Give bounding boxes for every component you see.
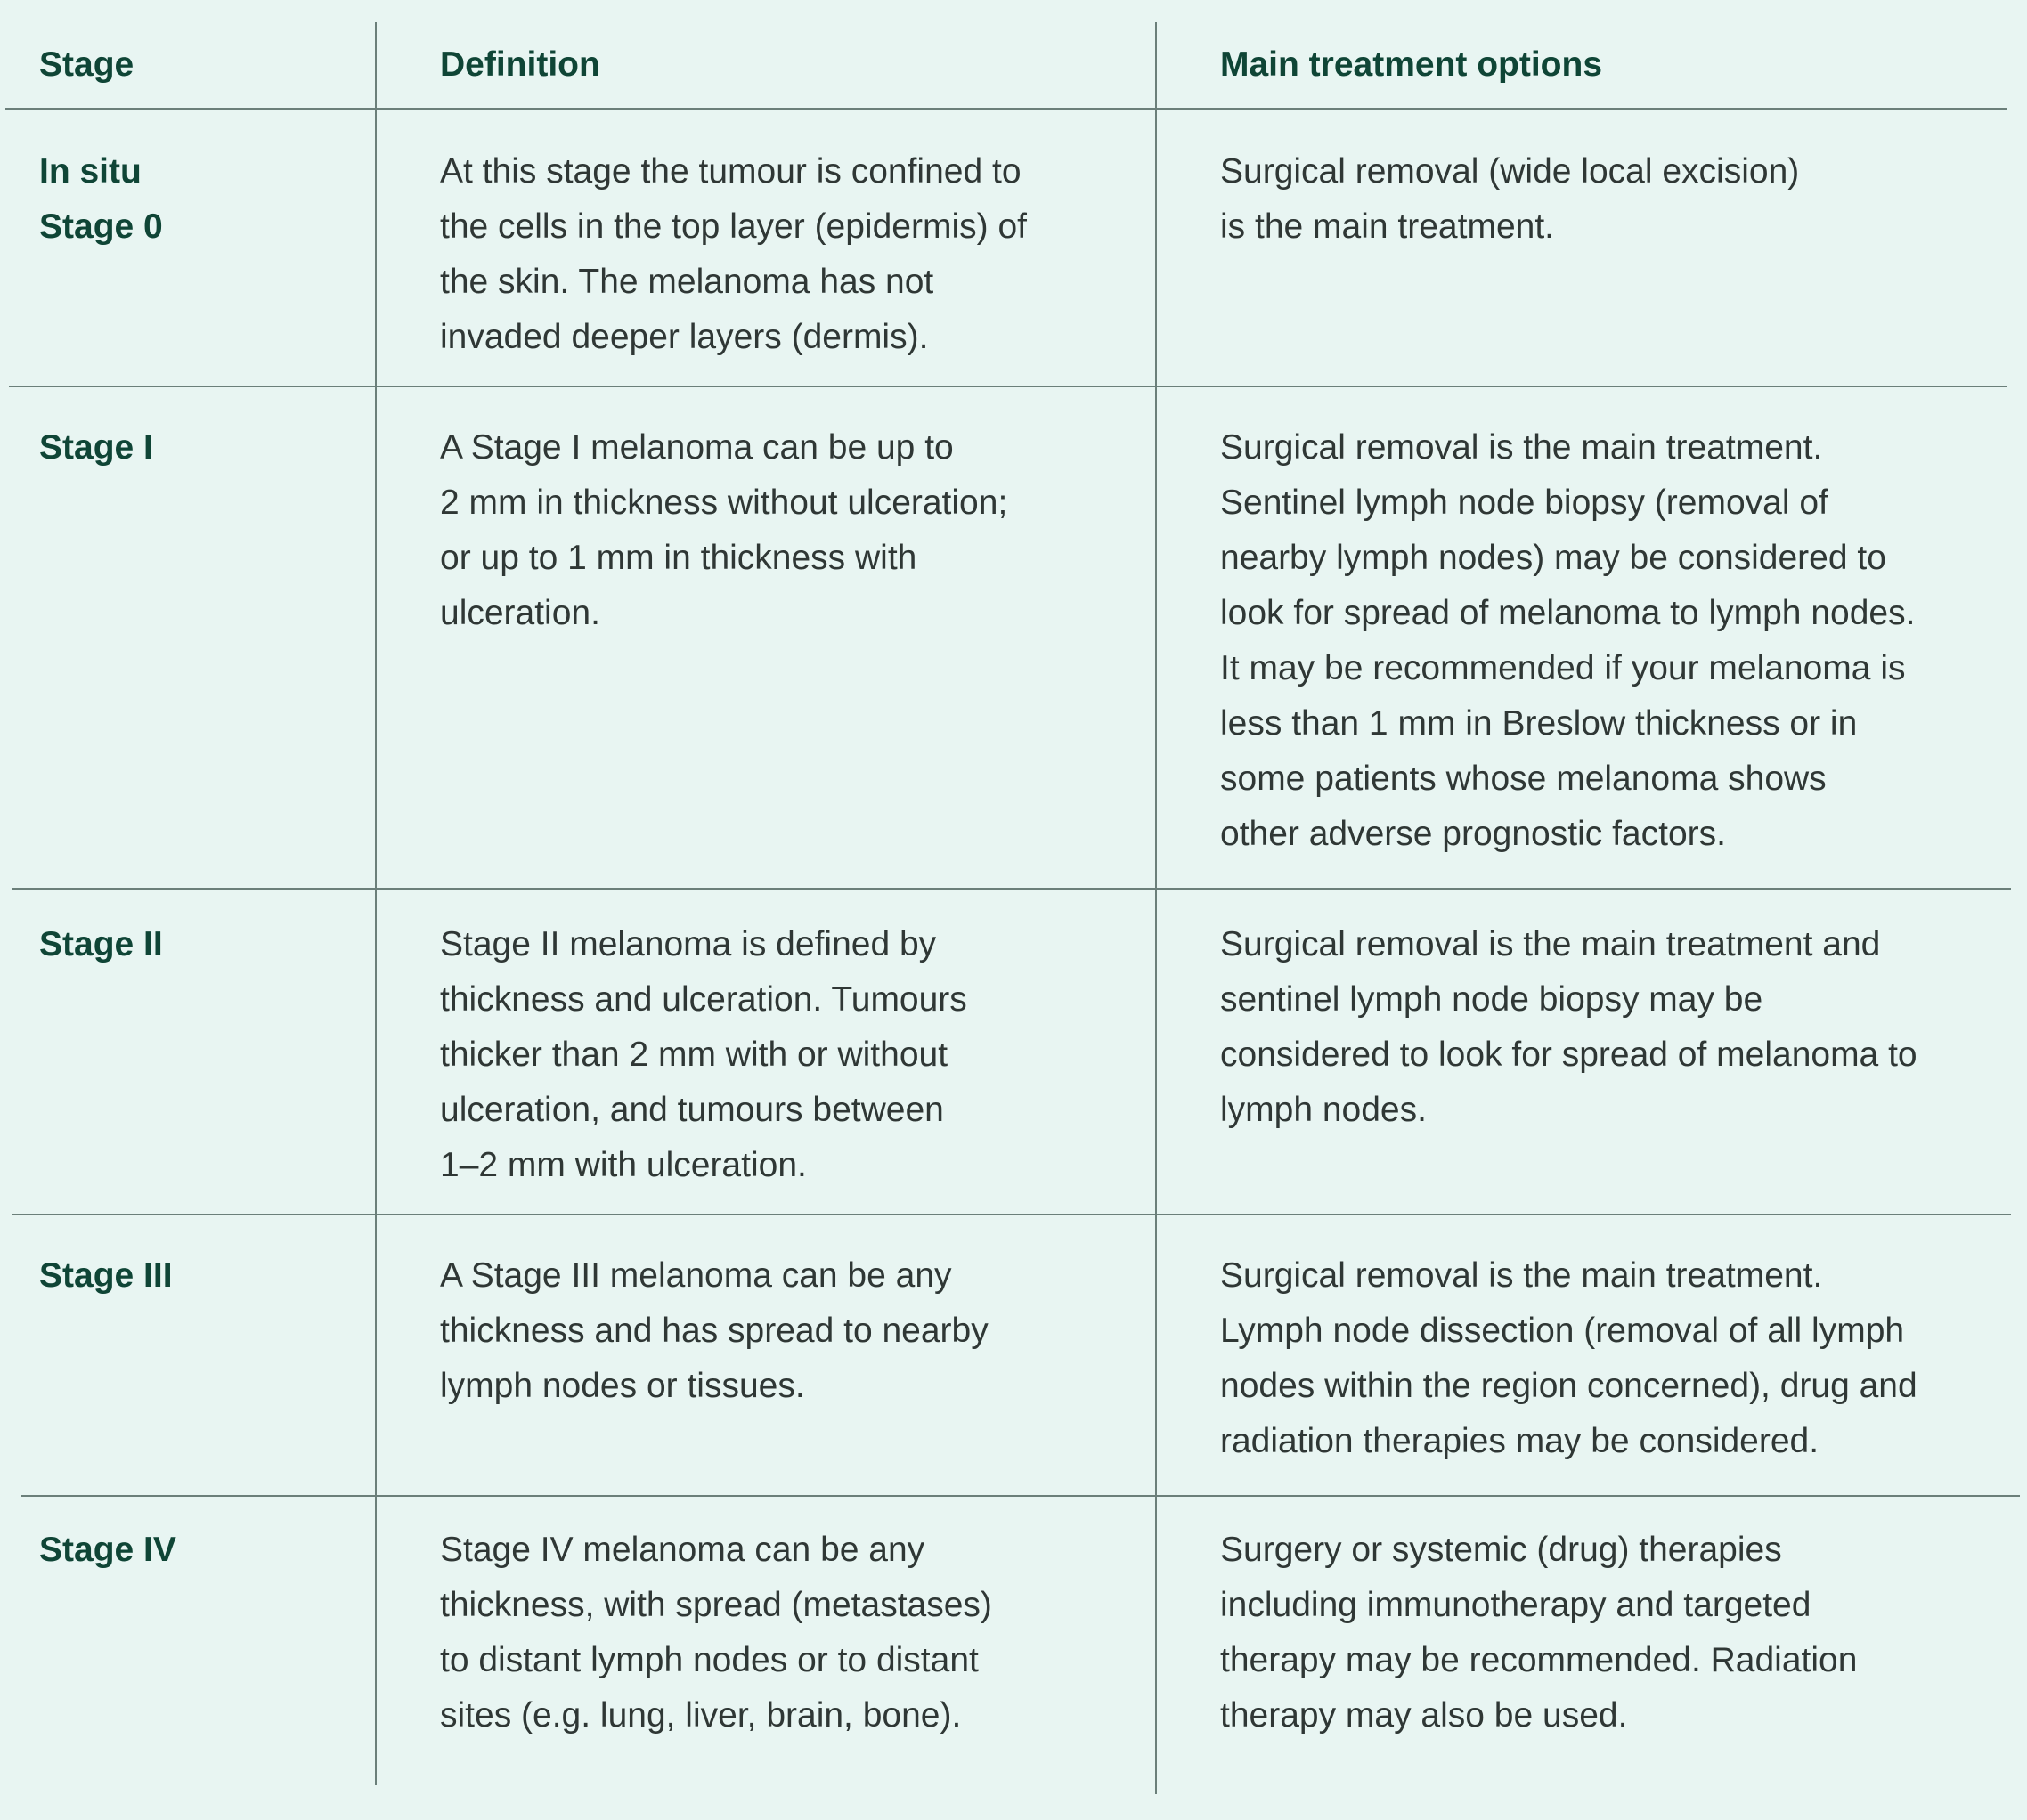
column-divider [375, 22, 377, 1785]
row-divider [21, 1495, 2020, 1497]
row-divider [5, 108, 2007, 110]
header-treatment: Main treatment options [1220, 45, 1603, 84]
header-definition: Definition [440, 45, 600, 84]
stage-treatment: Surgery or systemic (drug) therapies including immunotherapy and targeted therapy may be recommended. Radiation therapy may also be used. [1220, 1531, 1858, 1735]
row-divider [12, 1214, 2011, 1215]
stage-treatment: Surgical removal is the main treatment. Sentinel lymph node biopsy (removal of nearby lymph nodes) may be considered to look for spread of melanoma to lymph nodes. It may be recommended if your melanoma is less than 1 mm in Breslow thickness or in some patients whose melanoma shows other adverse prognostic factors. [1220, 428, 1916, 853]
stage-definition: Stage IV melanoma can be any thickness, with spread (metastases) to distant lymph nodes or to distant sites (e.g. lung, liver, brain, bone). [440, 1531, 992, 1735]
stage-definition: Stage II melanoma is defined by thickness and ulceration. Tumours thicker than 2 mm with or without ulceration, and tumours between 1–2 mm with ulceration. [440, 925, 967, 1184]
stage-label: In situ Stage 0 [39, 152, 163, 246]
stage-label: Stage III [39, 1256, 173, 1295]
stage-treatment: Surgical removal is the main treatment. Lymph node dissection (removal of all lymph nodes within the region concerned), drug and radiation therapies may be considered. [1220, 1256, 1917, 1460]
stage-label: Stage I [39, 428, 153, 467]
header-stage: Stage [39, 45, 134, 84]
column-divider [1155, 22, 1157, 1794]
stage-definition: At this stage the tumour is confined to the cells in the top layer (epidermis) of the skin. The melanoma has not invaded deeper layers (dermis). [440, 152, 1027, 356]
stage-label: Stage IV [39, 1531, 176, 1569]
stage-definition: A Stage III melanoma can be any thickness and has spread to nearby lymph nodes or tissues. [440, 1256, 989, 1405]
stage-treatment: Surgical removal (wide local excision) is the main treatment. [1220, 152, 1800, 246]
row-divider [9, 386, 2007, 387]
stage-definition: A Stage I melanoma can be up to 2 mm in thickness without ulceration; or up to 1 mm in thickness with ulceration. [440, 428, 1008, 632]
row-divider [12, 888, 2011, 890]
stage-treatment: Surgical removal is the main treatment and sentinel lymph node biopsy may be considered to look for spread of melanoma to lymph nodes. [1220, 925, 1917, 1129]
stage-label: Stage II [39, 925, 163, 963]
